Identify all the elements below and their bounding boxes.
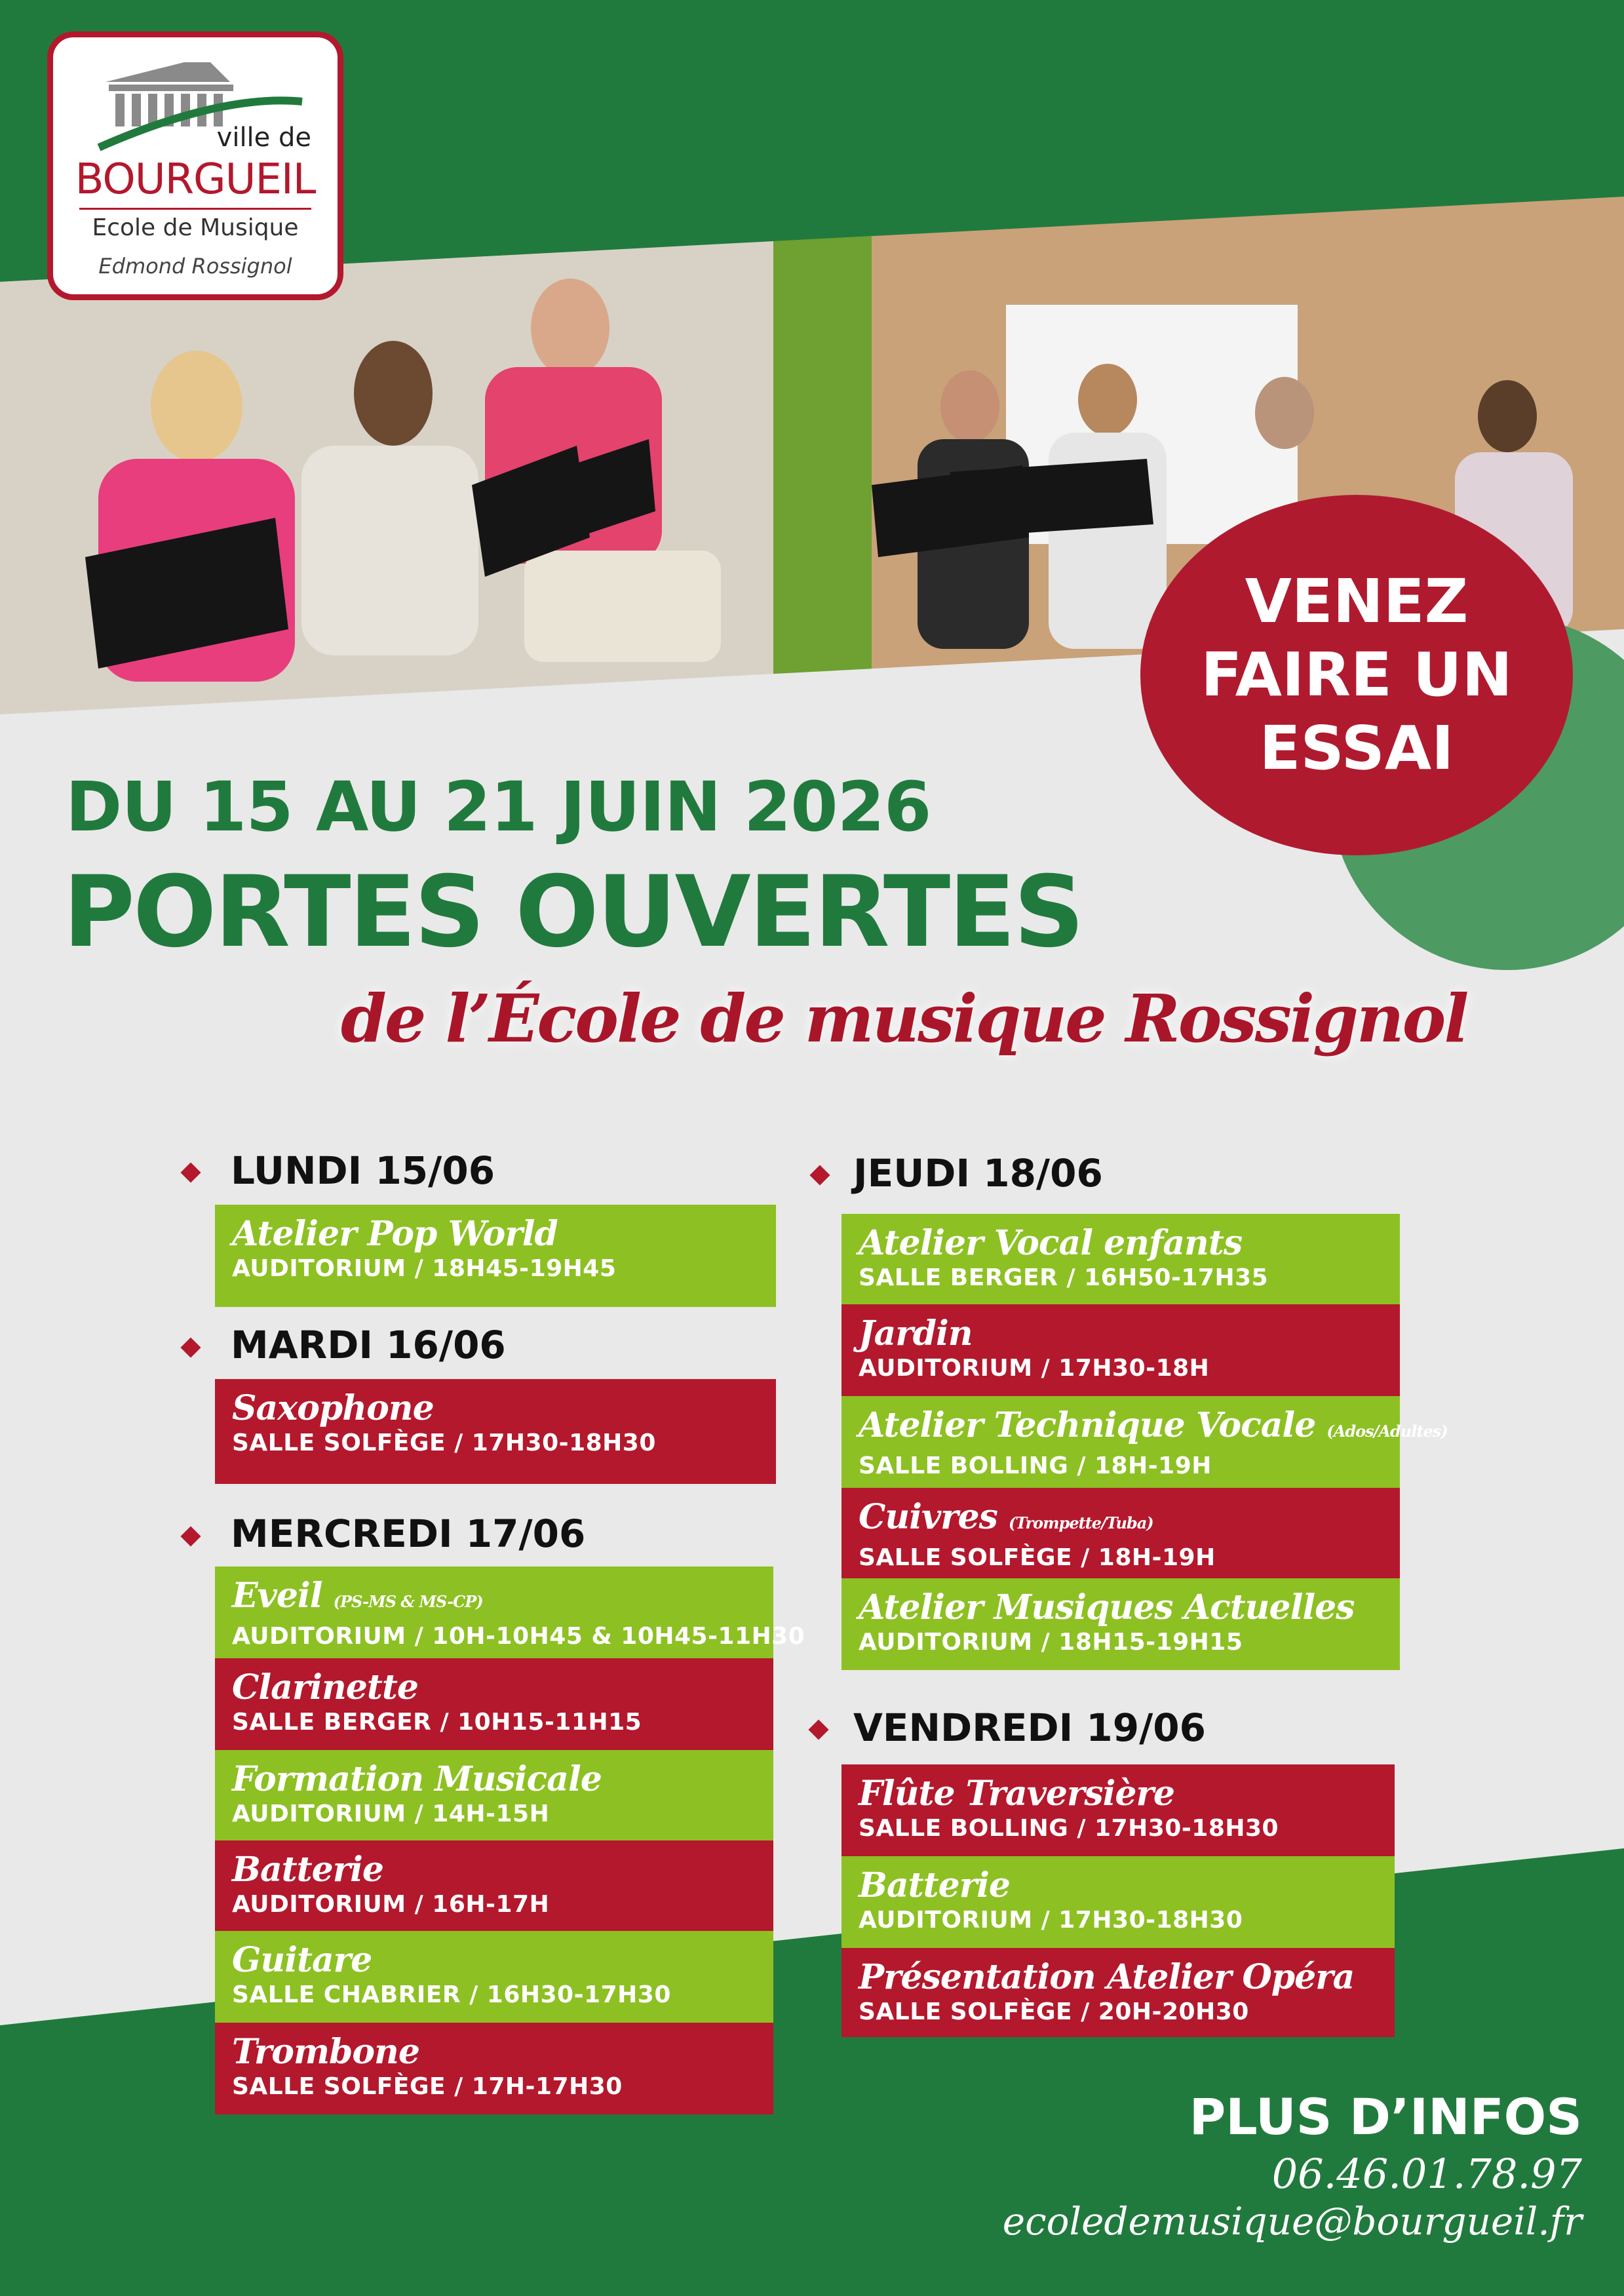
item-detail: AUDITORIUM / 17H30-18H30 bbox=[859, 1907, 1243, 1934]
item-note: (Trompette/Tuba) bbox=[1009, 1513, 1153, 1532]
item-detail: SALLE BOLLING / 18H-19H bbox=[859, 1452, 1212, 1479]
day-heading-mardi: MARDI 16/06 bbox=[231, 1323, 506, 1367]
schedule-item bbox=[215, 1840, 773, 1931]
schedule-item bbox=[215, 1566, 805, 1658]
item-detail: SALLE SOLFÈGE / 17H30-18H30 bbox=[232, 1430, 656, 1456]
item-title: Trombone bbox=[232, 2032, 419, 2072]
schedule-item bbox=[215, 1750, 773, 1840]
contact-email: ecoledemusique@bourgueil.fr bbox=[1002, 2199, 1582, 2244]
item-note: (PS-MS & MS-CP) bbox=[333, 1592, 483, 1611]
item-detail: SALLE SOLFÈGE / 20H-20H30 bbox=[859, 1998, 1249, 2025]
item-detail: SALLE SOLFÈGE / 17H-17H30 bbox=[232, 2073, 623, 2100]
schedule-item bbox=[841, 1304, 1400, 1396]
item-detail: SALLE CHABRIER / 16H30-17H30 bbox=[232, 1981, 671, 2008]
logo-founder: Edmond Rossignol bbox=[98, 254, 292, 279]
item-title: Guitare bbox=[232, 1940, 372, 1980]
trial-callout-line3: ESSAI bbox=[1259, 713, 1454, 783]
schedule-item bbox=[841, 1396, 1448, 1488]
logo-school: Ecole de Musique bbox=[92, 214, 299, 241]
item-detail: SALLE BOLLING / 17H30-18H30 bbox=[859, 1815, 1279, 1842]
schedule-item bbox=[215, 2023, 773, 2114]
item-title: Cuivres bbox=[859, 1497, 997, 1537]
schedule-item bbox=[215, 1931, 773, 2023]
item-title: Jardin bbox=[859, 1313, 973, 1353]
item-detail: AUDITORIUM / 18H45-19H45 bbox=[232, 1255, 617, 1282]
item-detail: AUDITORIUM / 10H-10H45 & 10H45-11H30 bbox=[232, 1623, 805, 1650]
item-title: Flûte Traversière bbox=[859, 1774, 1174, 1814]
item-title: Atelier Technique Vocale bbox=[859, 1405, 1316, 1445]
item-detail: AUDITORIUM / 16H-17H bbox=[232, 1891, 550, 1918]
schedule-item bbox=[841, 1488, 1400, 1578]
day-heading-lundi: LUNDI 15/06 bbox=[231, 1148, 495, 1193]
logo-ville: ville de bbox=[216, 123, 311, 153]
day-heading-jeudi: JEUDI 18/06 bbox=[853, 1151, 1103, 1196]
trial-callout-line2: FAIRE UN bbox=[1201, 640, 1513, 710]
page-subtitle: de l’École de musique Rossignol bbox=[341, 980, 1467, 1057]
item-title: Batterie bbox=[232, 1850, 384, 1890]
item-detail: AUDITORIUM / 18H15-19H15 bbox=[859, 1629, 1243, 1656]
trial-callout bbox=[1140, 495, 1573, 855]
item-title: Atelier Musiques Actuelles bbox=[859, 1587, 1355, 1627]
schedule-item bbox=[841, 1856, 1395, 1948]
event-dates: DU 15 AU 21 JUIN 2026 bbox=[66, 767, 931, 847]
schedule-item bbox=[215, 1205, 776, 1307]
item-title: Atelier Vocal enfants bbox=[859, 1223, 1243, 1263]
item-title: Formation Musicale bbox=[232, 1759, 602, 1799]
bourgueil-logo bbox=[47, 31, 343, 300]
item-title: Saxophone bbox=[232, 1388, 434, 1428]
item-title: Présentation Atelier Opéra bbox=[859, 1957, 1355, 1997]
page-title: PORTES OUVERTES bbox=[63, 855, 1083, 969]
item-title: Eveil bbox=[232, 1576, 322, 1616]
schedule-item bbox=[215, 1658, 773, 1750]
item-detail: SALLE SOLFÈGE / 18H-19H bbox=[859, 1544, 1216, 1571]
item-detail: SALLE BERGER / 10H15-11H15 bbox=[232, 1709, 642, 1736]
logo-divider bbox=[79, 208, 311, 210]
schedule-item bbox=[215, 1379, 776, 1484]
item-title: Atelier Pop World bbox=[232, 1214, 558, 1254]
schedule-item bbox=[841, 1948, 1395, 2037]
schedule-item bbox=[841, 1578, 1400, 1670]
logo-brand: BOURGUEIL bbox=[75, 155, 316, 204]
item-detail: AUDITORIUM / 14H-15H bbox=[232, 1800, 550, 1827]
day-heading-mercredi: MERCREDI 17/06 bbox=[231, 1511, 586, 1556]
schedule-item bbox=[841, 1214, 1400, 1304]
contact-phone: 06.46.01.78.97 bbox=[1271, 2150, 1582, 2198]
item-title: Batterie bbox=[859, 1865, 1011, 1905]
trial-callout-line1: VENEZ bbox=[1245, 566, 1469, 636]
item-detail: AUDITORIUM / 17H30-18H bbox=[859, 1355, 1210, 1382]
item-title: Clarinette bbox=[232, 1667, 418, 1707]
more-info-heading: PLUS D’INFOS bbox=[1189, 2088, 1582, 2146]
item-detail: SALLE BERGER / 16H50-17H35 bbox=[859, 1264, 1269, 1291]
schedule-item bbox=[841, 1764, 1395, 1856]
item-note: (Ados/Adultes) bbox=[1326, 1422, 1448, 1441]
day-heading-vendredi: VENDREDI 19/06 bbox=[853, 1705, 1207, 1750]
